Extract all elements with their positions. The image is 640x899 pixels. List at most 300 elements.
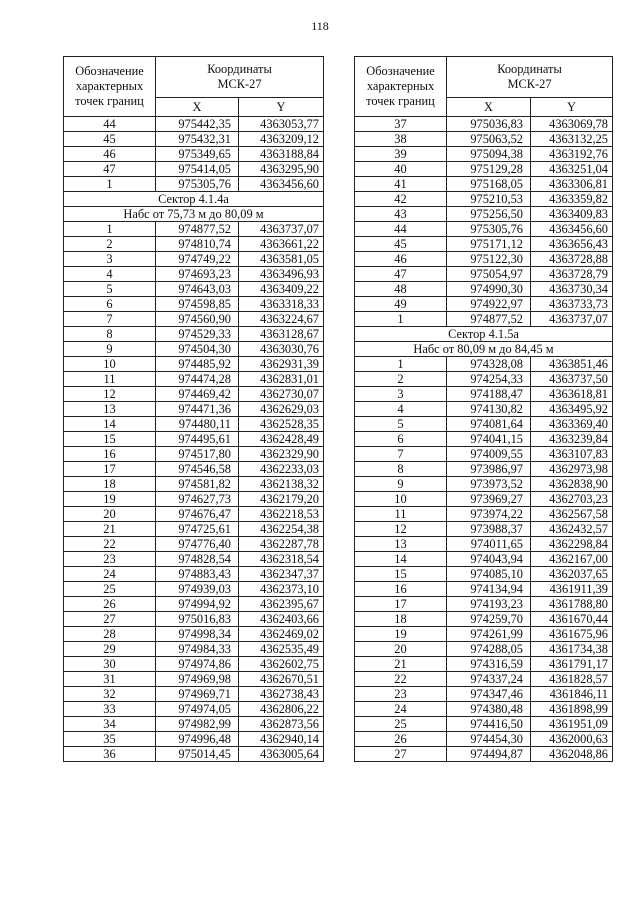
point-number-cell: 26 — [355, 732, 447, 747]
x-coordinate-cell: 974883,43 — [156, 567, 239, 582]
table-row — [355, 252, 613, 267]
table-row — [355, 192, 613, 207]
y-coordinate-cell: 4362738,43 — [239, 687, 324, 702]
sector-heading: Набс от 80,09 м до 84,45 м — [355, 342, 613, 357]
y-coordinate-cell: 4362873,56 — [239, 717, 324, 732]
designation-header-line: точек границ — [75, 94, 144, 108]
y-coordinate-cell: 4363188,84 — [239, 147, 324, 162]
table-row — [64, 132, 324, 147]
point-number-cell: 11 — [355, 507, 447, 522]
y-coordinate-cell: 4362670,51 — [239, 672, 324, 687]
table-header-row — [64, 57, 324, 98]
x-coordinate-cell: 974998,34 — [156, 627, 239, 642]
y-coordinate-cell: 4362287,78 — [239, 537, 324, 552]
x-coordinate-cell: 974337,24 — [447, 672, 531, 687]
table-row — [64, 402, 324, 417]
point-number-cell: 34 — [64, 717, 156, 732]
table-row — [355, 267, 613, 282]
y-coordinate-cell: 4363132,25 — [531, 132, 613, 147]
y-coordinate-cell: 4363409,83 — [531, 207, 613, 222]
table-row — [64, 462, 324, 477]
point-number-cell: 13 — [355, 537, 447, 552]
y-coordinate-cell: 4363005,64 — [239, 747, 324, 762]
y-coordinate-cell: 4362395,67 — [239, 597, 324, 612]
point-number-cell: 5 — [355, 417, 447, 432]
x-coordinate-cell: 974474,28 — [156, 372, 239, 387]
x-coordinate-cell: 974504,30 — [156, 342, 239, 357]
table-body — [355, 57, 613, 762]
table-row — [355, 432, 613, 447]
point-number-cell: 21 — [64, 522, 156, 537]
point-number-cell: 35 — [64, 732, 156, 747]
x-coordinate-cell: 974982,99 — [156, 717, 239, 732]
point-number-cell: 16 — [64, 447, 156, 462]
table-row — [355, 222, 613, 237]
table-row — [64, 312, 324, 327]
table-row — [64, 237, 324, 252]
point-number-cell: 25 — [355, 717, 447, 732]
x-coordinate-cell: 974974,86 — [156, 657, 239, 672]
point-number-cell: 13 — [64, 402, 156, 417]
table-row — [355, 552, 613, 567]
y-coordinate-cell: 4361734,38 — [531, 642, 613, 657]
table-row — [64, 732, 324, 747]
x-coordinate-cell: 974776,40 — [156, 537, 239, 552]
point-number-cell: 44 — [355, 222, 447, 237]
x-coordinate-cell: 974984,33 — [156, 642, 239, 657]
y-coordinate-cell: 4363728,88 — [531, 252, 613, 267]
table-row — [355, 492, 613, 507]
y-coordinate-cell: 4362347,37 — [239, 567, 324, 582]
table-row — [355, 117, 613, 132]
point-number-cell: 4 — [355, 402, 447, 417]
y-coordinate-cell: 4362167,00 — [531, 552, 613, 567]
y-coordinate-cell: 4363456,60 — [531, 222, 613, 237]
point-number-cell: 44 — [64, 117, 156, 132]
y-coordinate-cell: 4363306,81 — [531, 177, 613, 192]
x-coordinate-cell: 974043,94 — [447, 552, 531, 567]
x-coordinate-cell: 974485,92 — [156, 357, 239, 372]
y-coordinate-cell: 4362000,63 — [531, 732, 613, 747]
point-number-cell: 20 — [64, 507, 156, 522]
y-column-header: Y — [531, 98, 613, 117]
sector-heading: Сектор 4.1.4а — [64, 192, 324, 207]
point-number-cell: 18 — [355, 612, 447, 627]
y-coordinate-cell: 4362940,14 — [239, 732, 324, 747]
y-coordinate-cell: 4363359,82 — [531, 192, 613, 207]
point-number-cell: 16 — [355, 582, 447, 597]
y-coordinate-cell: 4362298,84 — [531, 537, 613, 552]
table-row — [64, 507, 324, 522]
x-coordinate-cell: 974494,87 — [447, 747, 531, 762]
table-row — [64, 747, 324, 762]
point-number-cell: 9 — [355, 477, 447, 492]
table-row — [355, 237, 613, 252]
x-coordinate-cell: 973973,52 — [447, 477, 531, 492]
point-number-cell: 2 — [355, 372, 447, 387]
x-coordinate-cell: 975122,30 — [447, 252, 531, 267]
y-coordinate-cell: 4362703,23 — [531, 492, 613, 507]
table-row — [64, 522, 324, 537]
table-row — [64, 147, 324, 162]
table-row — [355, 702, 613, 717]
point-number-cell: 24 — [355, 702, 447, 717]
table-row — [64, 597, 324, 612]
x-coordinate-cell: 975063,52 — [447, 132, 531, 147]
x-coordinate-cell: 975349,65 — [156, 147, 239, 162]
point-number-cell: 14 — [64, 417, 156, 432]
y-coordinate-cell: 4363369,40 — [531, 417, 613, 432]
x-coordinate-cell: 974627,73 — [156, 492, 239, 507]
y-coordinate-cell: 4361675,96 — [531, 627, 613, 642]
x-coordinate-cell: 974990,30 — [447, 282, 531, 297]
x-coordinate-cell: 974676,47 — [156, 507, 239, 522]
point-number-cell: 10 — [355, 492, 447, 507]
point-number-cell: 7 — [64, 312, 156, 327]
table-row — [64, 372, 324, 387]
point-number-cell: 2 — [64, 237, 156, 252]
table-row — [64, 627, 324, 642]
x-coordinate-cell: 974259,70 — [447, 612, 531, 627]
x-coordinate-cell: 974693,23 — [156, 267, 239, 282]
table-row — [64, 672, 324, 687]
x-coordinate-cell: 973969,27 — [447, 492, 531, 507]
y-coordinate-cell: 4362037,65 — [531, 567, 613, 582]
y-coordinate-cell: 4363733,73 — [531, 297, 613, 312]
point-number-cell: 5 — [64, 282, 156, 297]
point-number-cell: 38 — [355, 132, 447, 147]
designation-header-line: точек границ — [366, 94, 435, 108]
table-row — [64, 642, 324, 657]
y-coordinate-cell: 4363107,83 — [531, 447, 613, 462]
point-number-cell: 49 — [355, 297, 447, 312]
table-row — [355, 417, 613, 432]
table-row — [355, 372, 613, 387]
x-coordinate-cell: 975054,97 — [447, 267, 531, 282]
y-coordinate-cell: 4363581,05 — [239, 252, 324, 267]
point-number-cell: 20 — [355, 642, 447, 657]
y-coordinate-cell: 4361828,57 — [531, 672, 613, 687]
table-row — [355, 627, 613, 642]
y-coordinate-cell: 4361898,99 — [531, 702, 613, 717]
point-number-cell: 9 — [64, 342, 156, 357]
x-coordinate-cell: 974347,46 — [447, 687, 531, 702]
table-row — [355, 387, 613, 402]
table-row — [64, 162, 324, 177]
x-coordinate-cell: 974130,82 — [447, 402, 531, 417]
table-row — [355, 207, 613, 222]
point-number-cell: 14 — [355, 552, 447, 567]
table-body — [64, 57, 324, 762]
x-coordinate-cell: 974041,15 — [447, 432, 531, 447]
x-coordinate-cell: 974969,71 — [156, 687, 239, 702]
point-number-cell: 40 — [355, 162, 447, 177]
sector-heading-row — [64, 192, 324, 207]
table-row — [64, 267, 324, 282]
table-row — [64, 282, 324, 297]
point-number-cell: 22 — [355, 672, 447, 687]
table-row — [64, 447, 324, 462]
x-coordinate-cell: 974969,98 — [156, 672, 239, 687]
table-row — [64, 717, 324, 732]
point-number-cell: 42 — [355, 192, 447, 207]
coordinates-header-line: Координаты — [497, 62, 562, 76]
point-number-cell: 3 — [64, 252, 156, 267]
coordinates-header — [447, 57, 613, 98]
x-column-header: X — [156, 98, 239, 117]
x-coordinate-cell: 974810,74 — [156, 237, 239, 252]
point-number-cell: 17 — [355, 597, 447, 612]
y-coordinate-cell: 4361791,17 — [531, 657, 613, 672]
x-coordinate-cell: 974471,36 — [156, 402, 239, 417]
table-row — [355, 672, 613, 687]
x-coordinate-cell: 975256,50 — [447, 207, 531, 222]
y-coordinate-cell: 4362931,39 — [239, 357, 324, 372]
point-number-cell: 33 — [64, 702, 156, 717]
y-coordinate-cell: 4362138,32 — [239, 477, 324, 492]
x-coordinate-cell: 975129,28 — [447, 162, 531, 177]
point-number-cell: 11 — [64, 372, 156, 387]
y-coordinate-cell: 4362048,86 — [531, 747, 613, 762]
y-coordinate-cell: 4363030,76 — [239, 342, 324, 357]
table-row — [64, 117, 324, 132]
y-coordinate-cell: 4361788,80 — [531, 597, 613, 612]
table-row — [64, 687, 324, 702]
point-number-cell: 19 — [355, 627, 447, 642]
table-row — [355, 462, 613, 477]
table-row — [64, 342, 324, 357]
y-coordinate-cell: 4363128,67 — [239, 327, 324, 342]
table-row — [355, 732, 613, 747]
table-row — [355, 537, 613, 552]
point-number-cell: 17 — [64, 462, 156, 477]
point-number-cell: 46 — [355, 252, 447, 267]
point-number-cell: 27 — [355, 747, 447, 762]
table-row — [355, 642, 613, 657]
coordinates-header-line: Координаты — [207, 62, 272, 76]
x-coordinate-cell: 974328,08 — [447, 357, 531, 372]
x-coordinate-cell: 975168,05 — [447, 177, 531, 192]
x-coordinate-cell: 974996,48 — [156, 732, 239, 747]
point-number-cell: 37 — [355, 117, 447, 132]
x-coordinate-cell: 974560,90 — [156, 312, 239, 327]
sector-heading-row — [355, 342, 613, 357]
y-coordinate-cell: 4362432,57 — [531, 522, 613, 537]
table-row — [64, 492, 324, 507]
point-number-cell: 26 — [64, 597, 156, 612]
table-row — [64, 297, 324, 312]
point-number-cell: 47 — [355, 267, 447, 282]
x-coordinate-cell: 973986,97 — [447, 462, 531, 477]
y-coordinate-cell: 4362602,75 — [239, 657, 324, 672]
x-coordinate-cell: 974416,50 — [447, 717, 531, 732]
x-coordinate-cell: 974581,82 — [156, 477, 239, 492]
table-row — [64, 177, 324, 192]
table-row — [64, 582, 324, 597]
point-number-cell: 23 — [355, 687, 447, 702]
y-coordinate-cell: 4363618,81 — [531, 387, 613, 402]
sector-heading-row — [64, 207, 324, 222]
x-coordinate-cell: 975210,53 — [447, 192, 531, 207]
table-row — [64, 417, 324, 432]
point-number-cell: 1 — [64, 177, 156, 192]
designation-header-line: характерных — [75, 79, 144, 93]
x-coordinate-cell: 974085,10 — [447, 567, 531, 582]
x-coordinate-cell: 974529,33 — [156, 327, 239, 342]
y-coordinate-cell: 4363209,12 — [239, 132, 324, 147]
x-coordinate-cell: 974454,30 — [447, 732, 531, 747]
y-coordinate-cell: 4363192,76 — [531, 147, 613, 162]
x-coordinate-cell: 974316,59 — [447, 657, 531, 672]
y-coordinate-cell: 4362469,02 — [239, 627, 324, 642]
y-coordinate-cell: 4362838,90 — [531, 477, 613, 492]
y-coordinate-cell: 4363456,60 — [239, 177, 324, 192]
y-coordinate-cell: 4363053,77 — [239, 117, 324, 132]
table-row — [355, 567, 613, 582]
x-coordinate-cell: 974380,48 — [447, 702, 531, 717]
y-coordinate-cell: 4363728,79 — [531, 267, 613, 282]
y-coordinate-cell: 4363851,46 — [531, 357, 613, 372]
y-coordinate-cell: 4362730,07 — [239, 387, 324, 402]
y-coordinate-cell: 4362318,54 — [239, 552, 324, 567]
y-coordinate-cell: 4361670,44 — [531, 612, 613, 627]
x-coordinate-cell: 974749,22 — [156, 252, 239, 267]
table-row — [355, 297, 613, 312]
page-number: 118 — [311, 19, 329, 33]
table-row — [64, 612, 324, 627]
table-row — [64, 252, 324, 267]
y-coordinate-cell: 4363737,07 — [531, 312, 613, 327]
x-coordinate-cell: 974828,54 — [156, 552, 239, 567]
designation-header — [355, 57, 447, 117]
x-coordinate-cell: 975305,76 — [447, 222, 531, 237]
y-coordinate-cell: 4363495,92 — [531, 402, 613, 417]
y-coordinate-cell: 4362528,35 — [239, 417, 324, 432]
table-row — [64, 477, 324, 492]
table-row — [64, 567, 324, 582]
y-coordinate-cell: 4362179,20 — [239, 492, 324, 507]
x-coordinate-cell: 974877,52 — [447, 312, 531, 327]
table-row — [355, 357, 613, 372]
y-coordinate-cell: 4363656,43 — [531, 237, 613, 252]
x-coordinate-cell: 975442,35 — [156, 117, 239, 132]
point-number-cell: 28 — [64, 627, 156, 642]
y-coordinate-cell: 4363409,22 — [239, 282, 324, 297]
y-coordinate-cell: 4362831,01 — [239, 372, 324, 387]
table-row — [355, 657, 613, 672]
y-coordinate-cell: 4362329,90 — [239, 447, 324, 462]
x-coordinate-cell: 974495,61 — [156, 432, 239, 447]
table-row — [64, 552, 324, 567]
table-row — [355, 312, 613, 327]
point-number-cell: 12 — [64, 387, 156, 402]
table-row — [355, 132, 613, 147]
x-coordinate-cell: 974480,11 — [156, 417, 239, 432]
point-number-cell: 4 — [64, 267, 156, 282]
point-number-cell: 41 — [355, 177, 447, 192]
point-number-cell: 6 — [64, 297, 156, 312]
point-number-cell: 27 — [64, 612, 156, 627]
x-coordinate-cell: 975014,45 — [156, 747, 239, 762]
designation-header — [64, 57, 156, 117]
table-row — [64, 222, 324, 237]
point-number-cell: 48 — [355, 282, 447, 297]
x-coordinate-cell: 974939,03 — [156, 582, 239, 597]
y-coordinate-cell: 4362403,66 — [239, 612, 324, 627]
x-coordinate-cell: 974009,55 — [447, 447, 531, 462]
x-coordinate-cell: 975094,38 — [447, 147, 531, 162]
y-coordinate-cell: 4363737,07 — [239, 222, 324, 237]
point-number-cell: 45 — [64, 132, 156, 147]
point-number-cell: 6 — [355, 432, 447, 447]
point-number-cell: 21 — [355, 657, 447, 672]
table-row — [355, 612, 613, 627]
y-coordinate-cell: 4362973,98 — [531, 462, 613, 477]
point-number-cell: 47 — [64, 162, 156, 177]
table-row — [355, 597, 613, 612]
designation-header-line: Обозначение — [75, 64, 144, 78]
point-number-cell: 39 — [355, 147, 447, 162]
point-number-cell: 15 — [355, 567, 447, 582]
table-row — [355, 447, 613, 462]
coordinates-header — [156, 57, 324, 98]
table-row — [355, 162, 613, 177]
x-coordinate-cell: 974254,33 — [447, 372, 531, 387]
x-coordinate-cell: 975414,05 — [156, 162, 239, 177]
y-coordinate-cell: 4363318,33 — [239, 297, 324, 312]
table-row — [355, 717, 613, 732]
y-coordinate-cell: 4363251,04 — [531, 162, 613, 177]
table-row — [355, 507, 613, 522]
table-row — [64, 537, 324, 552]
y-coordinate-cell: 4362629,03 — [239, 402, 324, 417]
y-coordinate-cell: 4363737,50 — [531, 372, 613, 387]
y-coordinate-cell: 4363224,67 — [239, 312, 324, 327]
point-number-cell: 46 — [64, 147, 156, 162]
y-coordinate-cell: 4363295,90 — [239, 162, 324, 177]
point-number-cell: 24 — [64, 567, 156, 582]
designation-header-line: Обозначение — [366, 64, 435, 78]
x-coordinate-cell: 974643,03 — [156, 282, 239, 297]
x-column-header: X — [447, 98, 531, 117]
x-coordinate-cell: 974288,05 — [447, 642, 531, 657]
coordinates-table-right — [354, 56, 613, 762]
point-number-cell: 43 — [355, 207, 447, 222]
point-number-cell: 45 — [355, 237, 447, 252]
table-row — [355, 477, 613, 492]
y-coordinate-cell: 4361846,11 — [531, 687, 613, 702]
table-row — [64, 327, 324, 342]
x-coordinate-cell: 974922,97 — [447, 297, 531, 312]
x-coordinate-cell: 974081,64 — [447, 417, 531, 432]
x-coordinate-cell: 974725,61 — [156, 522, 239, 537]
coordinates-header-line: МСК-27 — [217, 77, 262, 91]
designation-header-line: характерных — [366, 79, 435, 93]
x-coordinate-cell: 974261,99 — [447, 627, 531, 642]
point-number-cell: 3 — [355, 387, 447, 402]
point-number-cell: 22 — [64, 537, 156, 552]
x-coordinate-cell: 974193,23 — [447, 597, 531, 612]
point-number-cell: 32 — [64, 687, 156, 702]
x-coordinate-cell: 974598,85 — [156, 297, 239, 312]
point-number-cell: 10 — [64, 357, 156, 372]
table-row — [64, 357, 324, 372]
point-number-cell: 23 — [64, 552, 156, 567]
point-number-cell: 18 — [64, 477, 156, 492]
table-row — [355, 747, 613, 762]
y-coordinate-cell: 4362233,03 — [239, 462, 324, 477]
table-row — [355, 522, 613, 537]
